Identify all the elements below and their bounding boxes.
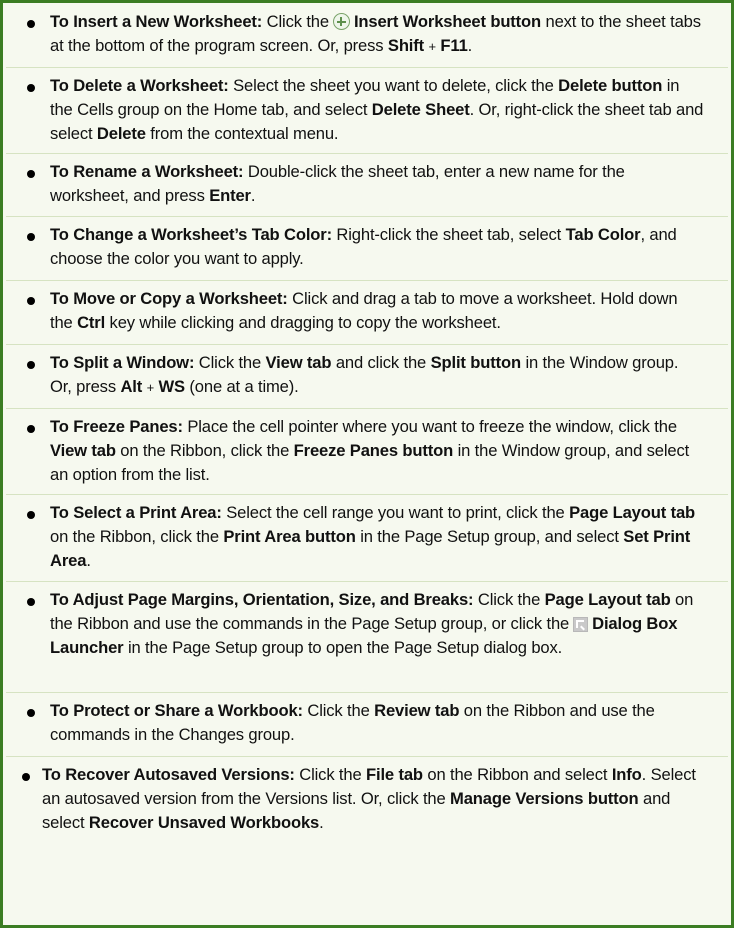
item-title: To Recover Autosaved Versions:: [42, 765, 295, 784]
bullet: [27, 709, 35, 717]
insert-worksheet-plus-icon: [333, 13, 350, 30]
dialog-box-launcher-icon: [573, 617, 588, 632]
bullet: [27, 84, 35, 92]
list-item: To Freeze Panes: Place the cell pointer where you want to freeze the window, click the View tab on the Ribbon, click the Freeze Panes button in the Window group, and select an option from the list.: [6, 409, 728, 495]
list-item: To Recover Autosaved Versions: Click the File tab on the Ribbon and select Info. Select an autosaved version from the Versions list. Or, click the Manage Versions button and select Recover Unsaved Workbooks.: [6, 757, 728, 925]
list-item: To Split a Window: Click the View tab and click the Split button in the Window group. Or, press Alt + WS (one at a time).: [6, 345, 728, 409]
item-title: To Insert a New Worksheet:: [50, 12, 263, 31]
item-title: To Adjust Page Margins, Orientation, Size, and Breaks:: [50, 590, 474, 609]
item-title: To Delete a Worksheet:: [50, 76, 229, 95]
bullet: [27, 511, 35, 519]
item-title: To Protect or Share a Workbook:: [50, 701, 303, 720]
item-title: To Move or Copy a Worksheet:: [50, 289, 288, 308]
item-title: To Change a Worksheet’s Tab Color:: [50, 225, 332, 244]
item-title: To Rename a Worksheet:: [50, 162, 244, 181]
bullet: [27, 297, 35, 305]
item-title: To Freeze Panes:: [50, 417, 183, 436]
list-item: To Delete a Worksheet: Select the sheet you want to delete, click the Delete button in the Cells group on the Home tab, and select Delete Sheet. Or, right-click the sheet tab and select Delete from the contextual menu.: [6, 68, 728, 154]
list-item: To Select a Print Area: Select the cell range you want to print, click the Page Layout tab on the Ribbon, click the Print Area button in the Page Setup group, and select Set Print Area.: [6, 495, 728, 582]
item-title: To Split a Window:: [50, 353, 195, 372]
item-title: To Select a Print Area:: [50, 503, 222, 522]
list-item: To Change a Worksheet’s Tab Color: Right-click the sheet tab, select Tab Color, and choose the color you want to apply.: [6, 217, 728, 281]
list-item: To Adjust Page Margins, Orientation, Size, and Breaks: Click the Page Layout tab on the Ribbon and use the commands in the Page Setup group, or click the Dialog Box Launcher in the Page Setup group to open the Page Setup dialog box.: [6, 582, 728, 693]
list-item: To Rename a Worksheet: Double-click the sheet tab, enter a new name for the worksheet, and press Enter.: [6, 154, 728, 217]
list-item: To Protect or Share a Workbook: Click the Review tab on the Ribbon and use the commands in the Changes group.: [6, 693, 728, 757]
bullet: [27, 598, 35, 606]
bullet: [27, 20, 35, 28]
bullet: [27, 170, 35, 178]
bullet: [22, 773, 30, 781]
bullet: [27, 425, 35, 433]
list-item: To Insert a New Worksheet: Click the Insert Worksheet button next to the sheet tabs at the bottom of the program screen. Or, press Shift + F11.: [6, 4, 728, 68]
bullet: [27, 361, 35, 369]
bullet: [27, 233, 35, 241]
list-item: To Move or Copy a Worksheet: Click and drag a tab to move a worksheet. Hold down the Ctrl key while clicking and dragging to copy the worksheet.: [6, 281, 728, 345]
